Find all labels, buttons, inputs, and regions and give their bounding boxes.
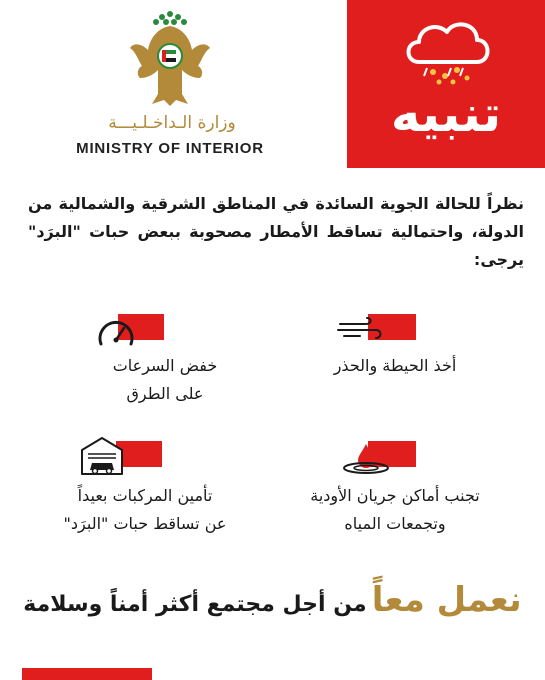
- car-garage-icon: [80, 436, 124, 476]
- ministry-name-ar: وزارة الـداخـلـيـــة: [108, 113, 236, 133]
- tip-text: خفض السرعات على الطرق: [112, 356, 218, 403]
- tip-text: تأمين المركبات بعيداً عن تساقط حبات "البرَد": [63, 486, 227, 533]
- falcon-emblem-icon: [128, 8, 212, 108]
- bottom-bar: [22, 668, 152, 680]
- water-drop-icon: [340, 440, 392, 476]
- tip-text: تجنب أماكن جريان الأودية وتجمعات المياه: [310, 486, 480, 533]
- intro-paragraph: نظراً للحالة الجوية السائدة في المناطق الشرقية والشمالية من الدولة، واحتمالية تساقط الأمطار مصحوبة ببعض حبات "البرَد" يرجى:: [28, 194, 524, 269]
- hail-cloud-icon: [397, 14, 497, 86]
- alert-title: تنبيه: [390, 85, 502, 143]
- wind-icon: [336, 316, 386, 342]
- tip-text: أخذ الحيطة والحذر: [333, 356, 457, 375]
- alert-panel: [347, 0, 545, 168]
- footer-slogan: [0, 580, 545, 620]
- footer-rest: من أجل مجتمع أكثر أمناً وسلامة: [23, 592, 367, 617]
- speedometer-icon: [95, 314, 137, 348]
- footer-strong: نعمل معاً: [371, 580, 522, 620]
- ministry-name-en: MINISTRY OF INTERIOR: [76, 140, 264, 157]
